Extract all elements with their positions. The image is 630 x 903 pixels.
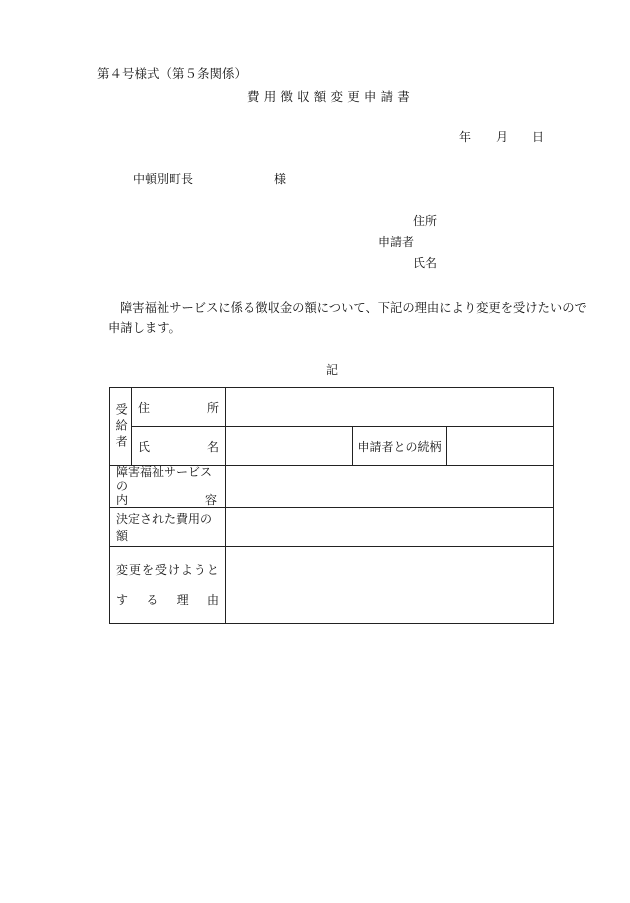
applicant-address-label: 住所 [413,214,438,228]
applicant-label: 申請者 [378,235,415,249]
recipient-label-cell [110,388,132,466]
service-content-field[interactable] [226,466,554,508]
relationship-field[interactable] [447,427,554,466]
recipient-address-label-cell [132,388,226,427]
service-content-label-char-2: 容 [204,492,217,507]
table-row [110,427,554,466]
recipient-name-label-char-2: 名 [206,439,219,454]
decided-fee-field[interactable] [226,508,554,547]
recipient-address-label-char-2: 所 [206,400,219,415]
document-title: 費用徴収額変更申請書 [247,89,415,104]
note-heading: 記 [326,363,339,377]
recipient-address-label-char-1: 住 [138,400,151,415]
service-content-label [110,466,226,508]
table-row [110,508,554,547]
addressee-honorific: 様 [274,172,287,186]
body-text-line-2: 申請します。 [108,321,181,335]
date-year-label: 年 [459,130,472,144]
table-row [110,388,554,427]
date-month-label: 月 [496,130,509,144]
change-reason-label [110,547,226,624]
change-reason-label-line-1: 変 更 を 受 け よ う と [116,563,219,578]
recipient-name-label-char-1: 氏 [138,439,151,454]
recipient-name-field[interactable] [226,427,353,466]
decided-fee-label: 決定された費用の額 [110,508,226,547]
applicant-name-label: 氏名 [413,256,438,270]
change-reason-field[interactable] [226,547,554,624]
recipient-name-label [138,438,219,455]
service-content-label-char-1: 内 [116,492,129,507]
service-content-label-line-1: 障害福祉サービスの [116,465,213,493]
service-content-label-line-2 [116,494,219,508]
addressee-name: 中頓別町長 [133,172,194,186]
details-table [109,387,554,624]
recipient-address-field[interactable] [226,388,554,427]
form-number: 第４号様式（第５条関係） [97,66,248,81]
change-reason-label-line-2: す る 理 由 [116,593,219,608]
recipient-address-label [138,399,219,416]
recipient-label: 受給者 [114,402,129,451]
table-row [110,547,554,624]
body-text-line-1: 障害福祉サービスに係る徴収金の額について、下記の理由により変更を受けたいので [120,301,587,315]
relationship-label: 申請者との続柄 [353,427,447,466]
recipient-name-label-cell [132,427,226,466]
date-day-label: 日 [532,130,545,144]
table-row [110,466,554,508]
